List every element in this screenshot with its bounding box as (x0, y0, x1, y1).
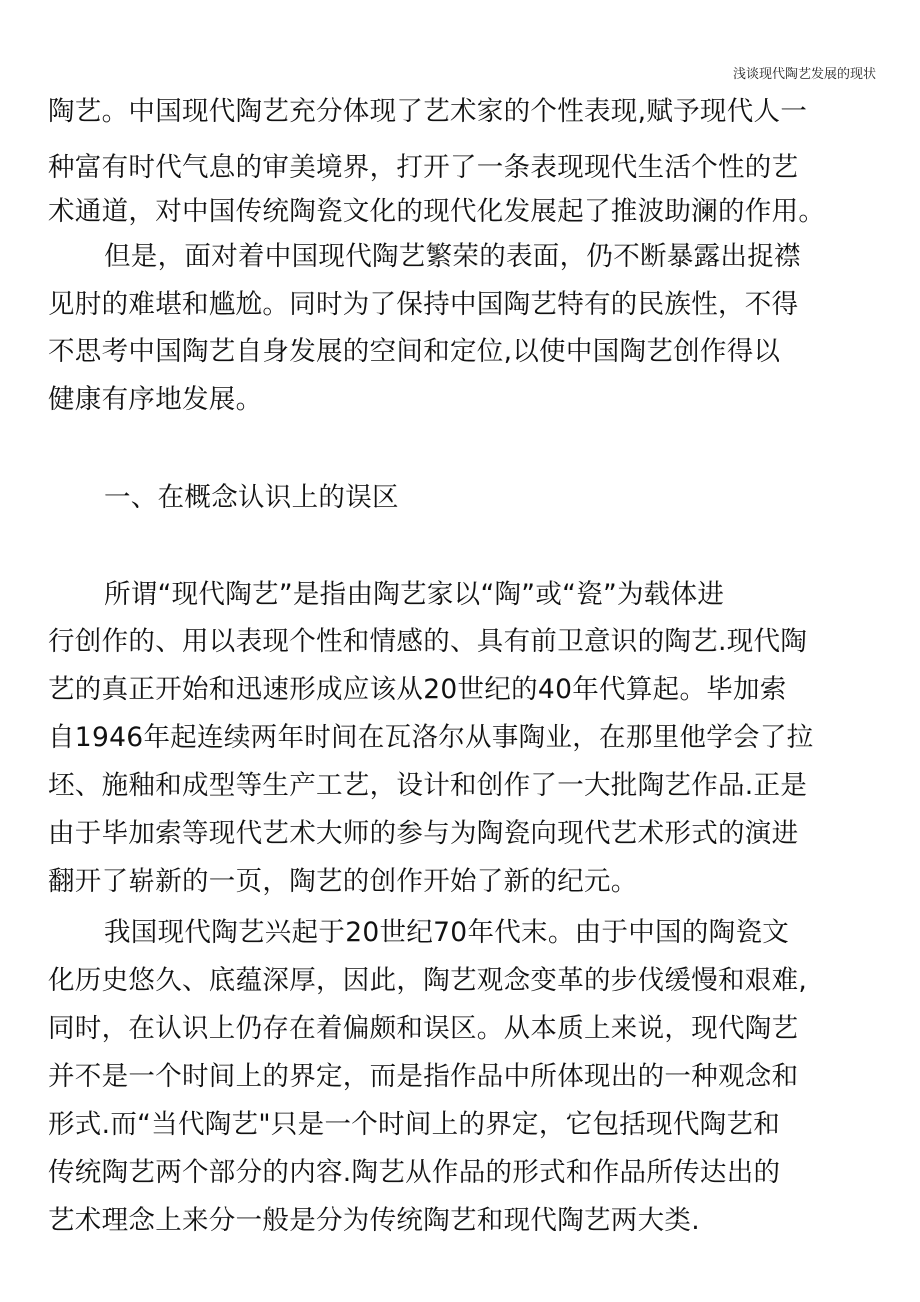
text-line: 不思考中国陶艺自身发展的空间和定位,以使中国陶艺创作得以 (48, 336, 781, 367)
text-line: 我国现代陶艺兴起于20世纪70年代末。由于中国的陶瓷文 (104, 917, 790, 948)
text-line: 所谓“现代陶艺”是指由陶艺家以“陶”或“瓷”为载体进 (104, 579, 725, 610)
text-line: 自1946年起连续两年时间在瓦洛尔从事陶业，在那里他学会了拉 (48, 722, 814, 753)
text-line: 传统陶艺两个部分的内容.陶艺从作品的形式和作品所传达出的 (48, 1157, 781, 1188)
text-line: 种富有时代气息的审美境界，打开了一条表现现代生活个性的艺 (48, 152, 799, 183)
text-line: 见肘的难堪和尴尬。同时为了保持中国陶艺特有的民族性，不得 (48, 289, 799, 320)
running-header: 浅谈现代陶艺发展的现状 (732, 67, 876, 82)
text-line: 健康有序地发展。 (48, 384, 263, 415)
section-heading: 一、在概念认识上的误区 (104, 482, 399, 513)
text-line: 同时，在认识上仍存在着偏颇和误区。从本质上来说，现代陶艺 (48, 1013, 799, 1044)
text-line: 形式.而“当代陶艺"只是一个时间上的界定，它包括现代陶艺和 (48, 1109, 781, 1140)
text-line: 坯、施釉和成型等生产工艺，设计和创作了一大批陶艺作品.正是 (48, 770, 808, 801)
text-line: 艺的真正开始和迅速形成应该从20世纪的40年代算起。毕加索 (48, 674, 787, 705)
text-line: 由于毕加索等现代艺术大师的参与为陶瓷向现代艺术形式的演进 (48, 818, 799, 849)
text-line: 翻开了崭新的一页，陶艺的创作开始了新的纪元。 (48, 866, 638, 897)
text-line: 行创作的、用以表现个性和情感的、具有前卫意识的陶艺.现代陶 (48, 626, 808, 657)
text-line: 化历史悠久、底蕴深厚，因此，陶艺观念变革的步伐缓慢和艰难, (48, 965, 808, 996)
text-line: 并不是一个时间上的界定，而是指作品中所体现出的一种观念和 (48, 1061, 799, 1092)
text-line: 陶艺。中国现代陶艺充分体现了艺术家的个性表现,赋予现代人一 (48, 96, 808, 127)
text-line: 术通道，对中国传统陶瓷文化的现代化发展起了推波助澜的作用。 (48, 196, 826, 227)
text-line: 但是，面对着中国现代陶艺繁荣的表面，仍不断暴露出捉襟 (104, 241, 801, 272)
text-line: 艺术理念上来分一般是分为传统陶艺和现代陶艺两大类. (48, 1205, 700, 1236)
